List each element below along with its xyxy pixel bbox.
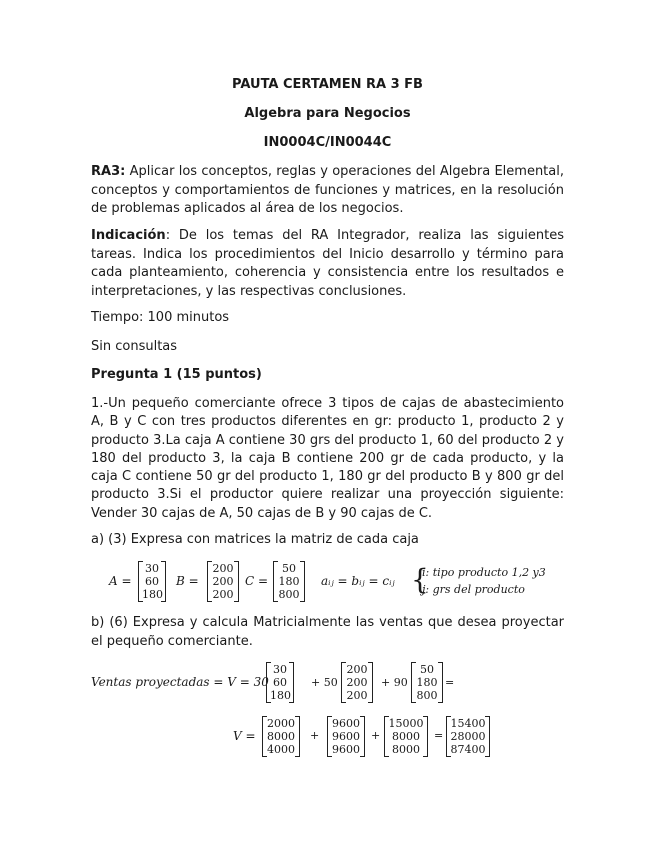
v-label: V =	[233, 729, 256, 743]
matrix-b: 200 200 200	[207, 561, 239, 602]
plus-90: + 90	[381, 676, 408, 689]
equals-1: =	[445, 676, 455, 689]
ra3-text: Aplicar los conceptos, reglas y operaciones del Algebra Elemental, conceptos y comportamientos de funciones y matrices, en la resolución de problemas aplicados al área de los negocios.	[91, 164, 564, 216]
index-i-definition: i: tipo producto 1,2 y3	[422, 566, 546, 579]
result-matrix-2: 9600 9600 9600	[327, 716, 365, 757]
index-j-definition: j: grs del producto	[422, 583, 525, 596]
plus-2: +	[371, 729, 381, 742]
result-matrix-final: 15400 28000 87400	[446, 716, 490, 757]
brace-symbol: {	[411, 563, 429, 596]
ra3-paragraph	[91, 163, 564, 219]
pregunta1-heading: Pregunta 1 (15 puntos)	[91, 367, 262, 382]
matrix-b-label: B =	[176, 574, 199, 588]
result-matrix-1: 2000 8000 4000	[262, 716, 300, 757]
plus-1: +	[310, 729, 320, 742]
tiempo-line: Tiempo: 100 minutos	[91, 310, 230, 325]
part-a-line: a) (3) Expresa con matrices la matriz de cada caja	[91, 532, 419, 547]
matrix-c-label: C =	[245, 574, 269, 588]
doc-title: PAUTA CERTAMEN RA 3 FB	[232, 77, 423, 92]
indicacion-label: Indicación	[91, 228, 166, 243]
pregunta1-statement: 1.-Un pequeño comerciante ofrece 3 tipos de cajas de abastecimiento A, B y C con tres productos diferentes en gr: producto 1, producto 2 y producto 3.La caja A contiene 30 grs del producto 1, 60 del producto 2 y 180 del producto 3, la caja B contiene 200 gr de cada producto, y la caja C contiene 50 gr del producto 1, 180 gr del producto B y 800 gr del producto 3.Si el productor quiere realizar una proyección siguiente: Vender 30 cajas de A, 50 cajas de B y 90 cajas de C.	[91, 396, 564, 521]
indicacion-paragraph	[91, 227, 564, 301]
course-code: IN0004C/IN0044C	[263, 135, 392, 150]
ventas-matrix-a: 30 60 180	[266, 662, 294, 703]
plus-50: + 50	[311, 676, 338, 689]
matrix-a-label: A =	[109, 574, 132, 588]
indicacion-text: : De los temas del RA Integrador, realiza las siguientes tareas. Indica los procedimientos del Inicio desarrollo y término para cada planteamiento, coherencia y consistencia entre los resultados e interpretaciones, y las respectivas conclusiones.	[91, 228, 564, 299]
equals-2: =	[434, 729, 444, 742]
index-equality: aᵢⱼ = bᵢⱼ = cᵢⱼ	[321, 574, 395, 588]
doc-subtitle: Algebra para Negocios	[244, 106, 411, 121]
consultas-line: Sin consultas	[91, 339, 178, 354]
part-b-paragraph: b) (6) Expresa y calcula Matricialmente las ventas que desea proyectar el pequeño comerciante.	[91, 615, 564, 649]
matrix-a: 30 60 180	[138, 561, 166, 602]
ventas-matrix-c: 50 180 800	[411, 662, 443, 703]
matrix-c: 50 180 800	[273, 561, 305, 602]
ventas-label: Ventas proyectadas = V = 30	[91, 675, 269, 689]
result-matrix-3: 15000 8000 8000	[384, 716, 428, 757]
ra3-label: RA3:	[91, 164, 126, 179]
ventas-matrix-b: 200 200 200	[341, 662, 373, 703]
